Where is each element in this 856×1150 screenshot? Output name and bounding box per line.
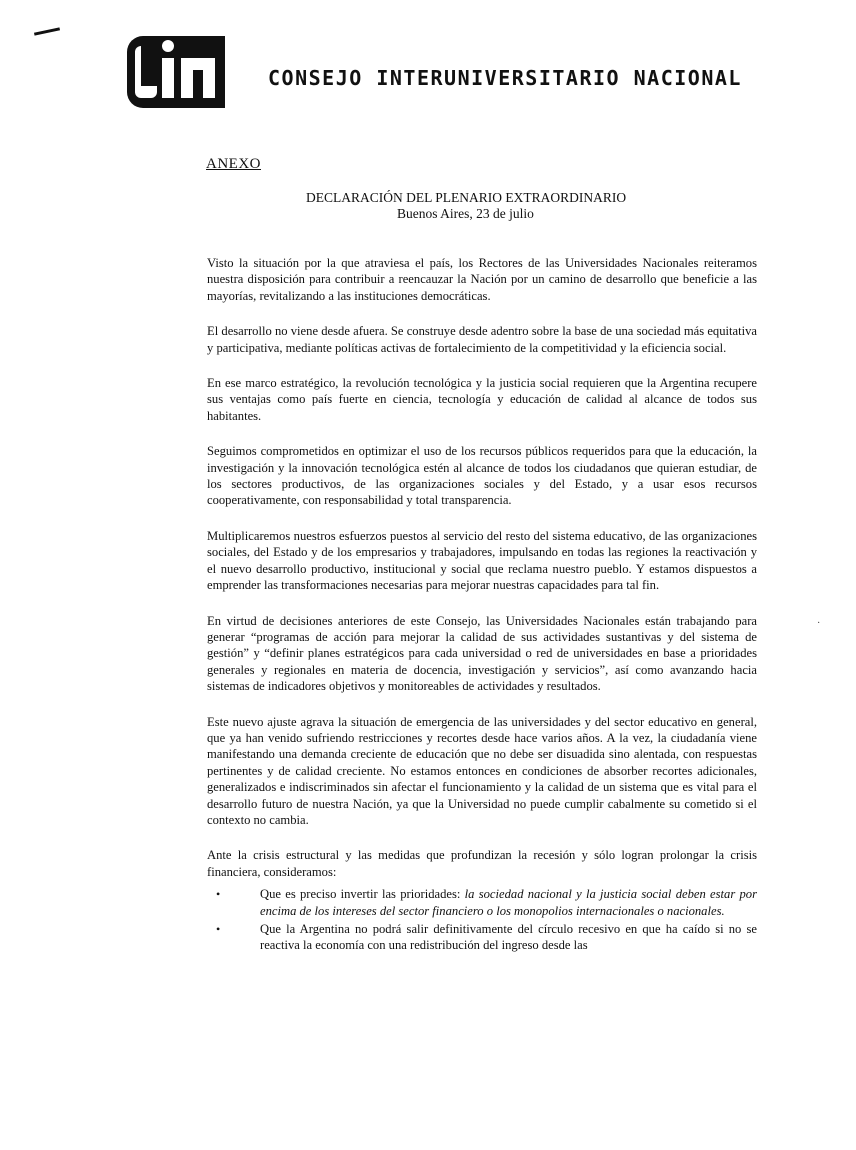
- consideration-lead: Que la Argentina no podrá salir definitivamente del círculo recesivo en que ha caído si no se reactiva la economía con una redistribución del ingreso desde las: [260, 922, 757, 953]
- paragraph: Multiplicaremos nuestros esfuerzos puestos al servicio del resto del sistema educativo, de las organizaciones sociales, del Estado y de los empresarios y trabajadores, impulsando en todas las regiones la reactivación y el nuevo desarrollo productivo, institucional y social que reclama nuestro pueblo. Y estamos dispuestos a emprender las transformaciones necesarias para mejorar nuestras capacidades para tal fin.: [207, 528, 757, 593]
- considerations-list: [207, 886, 757, 954]
- considerations-intro: Ante la crisis estructural y las medidas que profundizan la recesión y sólo logran prolongar la crisis financiera, consideramos:: [207, 848, 757, 879]
- bullet-icon: •: [216, 887, 221, 902]
- annex-label: ANEXO: [206, 156, 261, 172]
- scan-speck: ·: [817, 618, 821, 629]
- scan-mark: [34, 27, 60, 35]
- declaration-title: DECLARACIÓN DEL PLENARIO EXTRAORDINARIO: [306, 190, 627, 205]
- paragraph: En virtud de decisiones anteriores de este Consejo, las Universidades Nacionales están trabajando para generar “programas de acción para mejorar la calidad de sus actividades sustantivas y del sistema de gestión” y “definir planes estratégicos para cada universidad o red de universidades en base a prioridades generales y regionales en materia de docencia, investigación y servicios”, así como avanzando hacia sistemas de indicadores objetivos y monitoreables de actividades y resultados.: [207, 613, 757, 694]
- paragraph: Seguimos comprometidos en optimizar el uso de los recursos públicos requeridos para que la educación, la investigación y la innovación tecnológica estén al alcance de todos los ciudadanos que quieran estudiar, de los sectores productivos, de las organizaciones sociales y del Estado, y a usar esos recursos cooperativamente, con responsabilidad y total transparencia.: [207, 444, 757, 508]
- paragraph: El desarrollo no viene desde afuera. Se construye desde adentro sobre la base de una sociedad más equitativa y participativa, mediante políticas activas de fortalecimiento de la competitividad y la eficiencia social.: [207, 324, 757, 355]
- declaration-place-date: Buenos Aires, 23 de julio: [397, 206, 534, 221]
- consideration-emphasis: la sociedad nacional y la justicia social deben estar por encima de los intereses del sector financiero o los monopolios internacionales o nacionales.: [260, 887, 757, 918]
- bullet-icon: •: [216, 922, 221, 936]
- consideration-lead: Que es preciso invertir las prioridades:: [260, 887, 465, 902]
- list-item: [207, 886, 757, 919]
- organization-name: CONSEJO INTERUNIVERSITARIO NACIONAL: [268, 66, 742, 90]
- cin-logo: [127, 36, 225, 108]
- declaration-body: [207, 255, 757, 956]
- paragraph: Visto la situación por la que atraviesa el país, los Rectores de las Universidades Nacionales reiteramos nuestra disposición para contribuir a reencauzar la Nación por un camino de desarrollo que beneficie a las mayorías, revitalizando a las instituciones democráticas.: [207, 256, 757, 303]
- paragraph: En ese marco estratégico, la revolución tecnológica y la justicia social requieren que la Argentina recupere sus ventajas como país fuerte en ciencia, tecnología y educación de calidad al alcance de todos sus habitantes.: [207, 376, 757, 423]
- paragraph: Este nuevo ajuste agrava la situación de emergencia de las universidades y del sector educativo en general, que ya han venido sufriendo restricciones y recortes desde hace varios años. A la vez, la ciudadanía viene manifestando una demanda creciente de educación que no debe ser disuadida sino alentada, con respuestas pertinentes y de calidad creciente. No estamos entonces en condiciones de absorber recortes adicionales, generalizados e indiscriminados sin afectar el funcionamiento y la calidad de un sistema que es vital para el desarrollo futuro de nuestra Nación, ya que la Universidad no puede cumplir cabalmente su cometido si el contexto no cambia.: [207, 714, 757, 827]
- list-item: [207, 921, 757, 954]
